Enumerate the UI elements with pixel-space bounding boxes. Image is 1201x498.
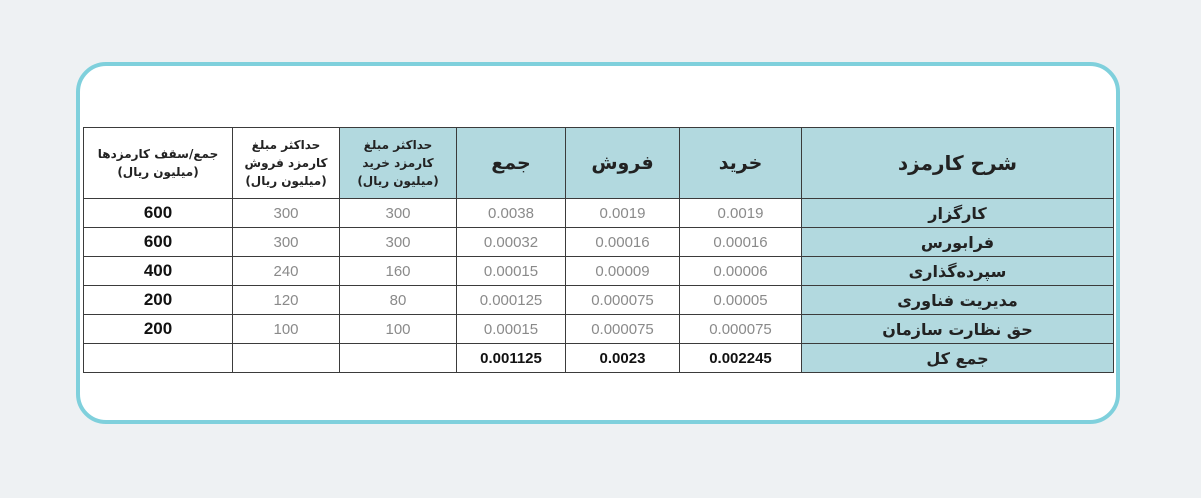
row-label: کارگزار [802,199,1114,228]
cell-max-buy: 300 [340,199,457,228]
cell-max-buy: 100 [340,315,457,344]
cell-max-sell: 240 [233,257,340,286]
cell-sell: 0.00016 [566,228,680,257]
cell-buy: 0.0019 [680,199,802,228]
header-max-sell-line2: کارمزد فروش [244,156,328,170]
total-sum: 0.001125 [457,344,566,373]
total-label: جمع کل [802,344,1114,373]
cell-cap: 200 [84,286,233,315]
cell-sell: 0.0019 [566,199,680,228]
header-description: شرح کارمزد [802,128,1114,199]
header-cap-line1: جمع/سقف کارمزدها [97,147,219,161]
cell-max-sell: 100 [233,315,340,344]
cell-max-sell: 120 [233,286,340,315]
cell-max-buy: 300 [340,228,457,257]
row-label: مدیریت فناوری [802,286,1114,315]
cell-max-sell: 300 [233,199,340,228]
cell-buy: 0.00006 [680,257,802,286]
total-sell: 0.0023 [566,344,680,373]
cell-sum: 0.00015 [457,257,566,286]
cell-cap: 600 [84,228,233,257]
cell-sell: 0.00009 [566,257,680,286]
row-label: فرابورس [802,228,1114,257]
table-row [84,199,1114,228]
header-cap-line2: (میلیون ریال) [117,165,199,179]
cell-buy: 0.00005 [680,286,802,315]
total-max-buy-empty [340,344,457,373]
table-row [84,228,1114,257]
header-cap [84,128,233,199]
cell-max-sell: 300 [233,228,340,257]
table-row [84,286,1114,315]
header-sum: جمع [457,128,566,199]
header-max-sell [233,128,340,199]
row-label: سپرده‌گذاری [802,257,1114,286]
header-max-sell-line1: حداکثر مبلغ [251,138,321,152]
cell-buy: 0.00016 [680,228,802,257]
total-buy: 0.002245 [680,344,802,373]
header-max-buy-line1: حداکثر مبلغ [363,138,433,152]
total-cap-empty [84,344,233,373]
header-max-buy-line3: (میلیون ریال) [357,174,439,188]
total-max-sell-empty [233,344,340,373]
header-max-buy [340,128,457,199]
cell-max-buy: 80 [340,286,457,315]
table-total-row [84,344,1114,373]
cell-max-buy: 160 [340,257,457,286]
cell-cap: 400 [84,257,233,286]
cell-sum: 0.0038 [457,199,566,228]
cell-sum: 0.00015 [457,315,566,344]
fee-table [83,127,1114,373]
header-sell: فروش [566,128,680,199]
cell-buy: 0.000075 [680,315,802,344]
cell-sum: 0.00032 [457,228,566,257]
cell-cap: 200 [84,315,233,344]
table-row [84,257,1114,286]
cell-sell: 0.000075 [566,286,680,315]
header-buy: خرید [680,128,802,199]
row-label: حق نظارت سازمان [802,315,1114,344]
cell-sum: 0.000125 [457,286,566,315]
header-max-buy-line2: کارمزد خرید [362,156,434,170]
cell-cap: 600 [84,199,233,228]
header-max-sell-line3: (میلیون ریال) [245,174,327,188]
cell-sell: 0.000075 [566,315,680,344]
table-header-row [84,128,1114,199]
table-row [84,315,1114,344]
